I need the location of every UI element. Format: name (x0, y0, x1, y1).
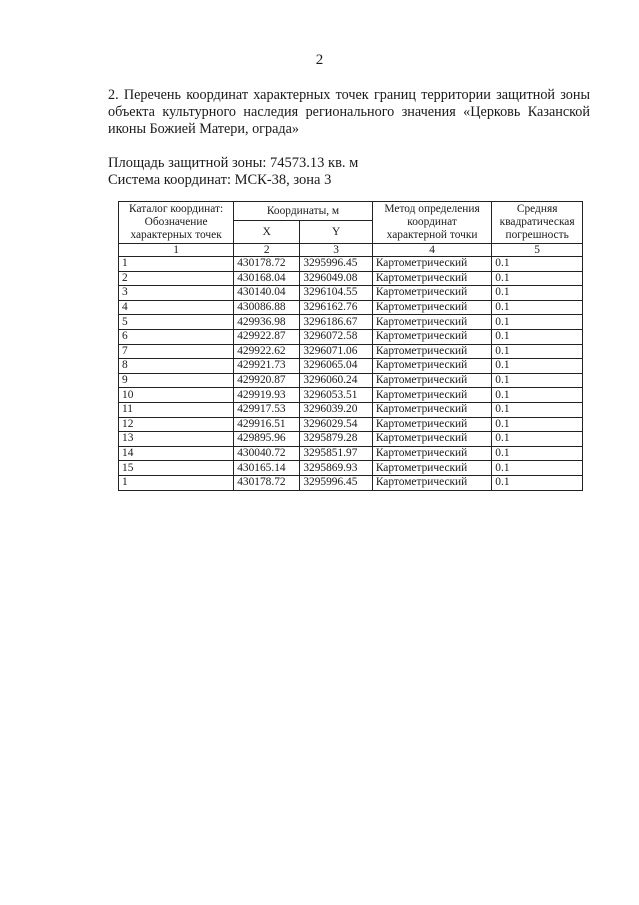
point-number: 4 (119, 300, 234, 315)
error-cell: 0.1 (492, 359, 583, 374)
header-error: Средняя квадратическая погрешность (492, 202, 583, 244)
column-number: 2 (234, 244, 300, 257)
point-number: 7 (119, 344, 234, 359)
y-coordinate: 3296104.55 (300, 286, 373, 301)
y-coordinate: 3295996.45 (300, 257, 373, 272)
y-coordinate: 3296053.51 (300, 388, 373, 403)
table-row (119, 388, 583, 403)
error-cell: 0.1 (492, 373, 583, 388)
point-number: 15 (119, 461, 234, 476)
point-number: 1 (119, 475, 234, 490)
table-row (119, 329, 583, 344)
y-coordinate: 3296029.54 (300, 417, 373, 432)
point-number: 2 (119, 271, 234, 286)
y-coordinate: 3295851.97 (300, 446, 373, 461)
method-cell: Картометрический (372, 286, 491, 301)
point-number: 5 (119, 315, 234, 330)
method-cell: Картометрический (372, 271, 491, 286)
point-number: 3 (119, 286, 234, 301)
point-number: 12 (119, 417, 234, 432)
point-number: 9 (119, 373, 234, 388)
point-number: 11 (119, 402, 234, 417)
error-cell: 0.1 (492, 475, 583, 490)
column-number: 3 (300, 244, 373, 257)
point-number: 13 (119, 432, 234, 447)
error-cell: 0.1 (492, 300, 583, 315)
y-coordinate: 3296186.67 (300, 315, 373, 330)
x-coordinate: 430140.04 (234, 286, 300, 301)
x-coordinate: 430040.72 (234, 446, 300, 461)
method-cell: Картометрический (372, 359, 491, 374)
method-cell: Картометрический (372, 388, 491, 403)
y-coordinate: 3296065.04 (300, 359, 373, 374)
x-coordinate: 430178.72 (234, 475, 300, 490)
column-number: 1 (119, 244, 234, 257)
header-designation-label: Обозначение характерных точек (130, 216, 222, 241)
x-coordinate: 430178.72 (234, 257, 300, 272)
method-cell: Картометрический (372, 344, 491, 359)
x-coordinate: 429920.87 (234, 373, 300, 388)
y-coordinate: 3295879.28 (300, 432, 373, 447)
error-cell: 0.1 (492, 417, 583, 432)
error-cell: 0.1 (492, 257, 583, 272)
point-number: 8 (119, 359, 234, 374)
coordinate-system: Система координат: МСК-38, зона 3 (108, 172, 332, 188)
method-cell: Картометрический (372, 329, 491, 344)
table-row (119, 300, 583, 315)
error-cell: 0.1 (492, 432, 583, 447)
x-coordinate: 429916.51 (234, 417, 300, 432)
x-coordinate: 429919.93 (234, 388, 300, 403)
method-cell: Картометрический (372, 461, 491, 476)
zone-area: Площадь защитной зоны: 74573.13 кв. м (108, 155, 359, 171)
y-coordinate: 3296049.08 (300, 271, 373, 286)
header-method: Метод определения координат характерной точки (372, 202, 491, 244)
table-row (119, 315, 583, 330)
column-number: 5 (492, 244, 583, 257)
point-number: 1 (119, 257, 234, 272)
header-point-designation (119, 202, 234, 244)
method-cell: Картометрический (372, 475, 491, 490)
method-cell: Картометрический (372, 300, 491, 315)
x-coordinate: 429922.62 (234, 344, 300, 359)
x-coordinate: 429921.73 (234, 359, 300, 374)
x-coordinate: 430165.14 (234, 461, 300, 476)
table-row (119, 475, 583, 490)
method-cell: Картометрический (372, 417, 491, 432)
y-coordinate: 3296039.20 (300, 402, 373, 417)
method-cell: Картометрический (372, 257, 491, 272)
header-y: Y (300, 221, 373, 244)
section-heading: 2. Перечень координат характерных точек границ территории защитной зоны объекта культурного наследия регионального значения «Церковь Казанской иконы Божией Матери, ограда» (108, 87, 590, 137)
error-cell: 0.1 (492, 329, 583, 344)
header-coordinates: Координаты, м (234, 202, 373, 221)
table-row (119, 344, 583, 359)
x-coordinate: 429936.98 (234, 315, 300, 330)
error-cell: 0.1 (492, 286, 583, 301)
y-coordinate: 3295869.93 (300, 461, 373, 476)
point-number: 10 (119, 388, 234, 403)
table-row (119, 446, 583, 461)
point-number: 6 (119, 329, 234, 344)
y-coordinate: 3296071.06 (300, 344, 373, 359)
y-coordinate: 3296162.76 (300, 300, 373, 315)
table-row (119, 271, 583, 286)
x-coordinate: 429917.53 (234, 402, 300, 417)
method-cell: Картометрический (372, 446, 491, 461)
method-cell: Картометрический (372, 402, 491, 417)
error-cell: 0.1 (492, 461, 583, 476)
error-cell: 0.1 (492, 315, 583, 330)
y-coordinate: 3296072.58 (300, 329, 373, 344)
table-body (119, 257, 583, 491)
table-row (119, 373, 583, 388)
method-cell: Картометрический (372, 432, 491, 447)
error-cell: 0.1 (492, 402, 583, 417)
coordinates-table (118, 201, 583, 491)
table-row (119, 461, 583, 476)
error-cell: 0.1 (492, 388, 583, 403)
header-x: X (234, 221, 300, 244)
table-row (119, 257, 583, 272)
y-coordinate: 3295996.45 (300, 475, 373, 490)
table-row (119, 417, 583, 432)
point-number: 14 (119, 446, 234, 461)
page-number: 2 (315, 52, 324, 68)
table-row (119, 359, 583, 374)
table-row (119, 402, 583, 417)
error-cell: 0.1 (492, 271, 583, 286)
method-cell: Картометрический (372, 315, 491, 330)
error-cell: 0.1 (492, 344, 583, 359)
x-coordinate: 429922.87 (234, 329, 300, 344)
table-row (119, 432, 583, 447)
y-coordinate: 3296060.24 (300, 373, 373, 388)
x-coordinate: 429895.96 (234, 432, 300, 447)
method-cell: Картометрический (372, 373, 491, 388)
x-coordinate: 430168.04 (234, 271, 300, 286)
table-row (119, 286, 583, 301)
x-coordinate: 430086.88 (234, 300, 300, 315)
error-cell: 0.1 (492, 446, 583, 461)
column-number: 4 (372, 244, 491, 257)
header-catalog-label: Каталог координат: (129, 203, 224, 215)
